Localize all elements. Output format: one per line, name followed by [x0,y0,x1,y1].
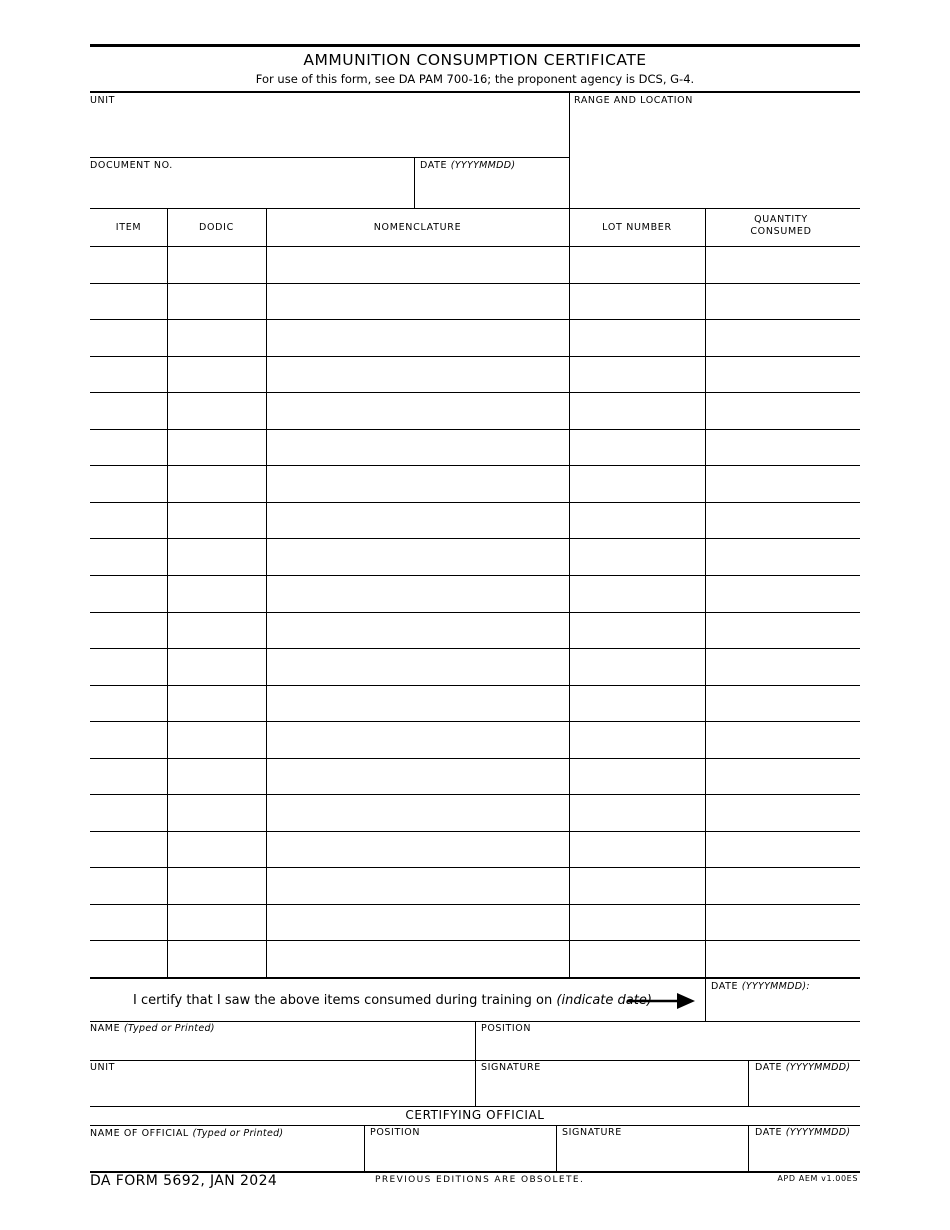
lot-number-cell[interactable] [571,868,704,904]
official-signature-label: SIGNATURE [562,1127,622,1138]
dodic-cell[interactable] [169,686,265,722]
dodic-cell[interactable] [169,576,265,612]
signature-label: SIGNATURE [481,1062,541,1073]
docno-divider [414,157,415,208]
cert-unit-input[interactable] [90,1075,473,1105]
cert-date-label: DATE (YYYYMMDD): [711,981,810,992]
nomenclature-cell[interactable] [268,905,568,941]
item-cell[interactable] [92,832,166,868]
nomenclature-cell[interactable] [268,393,568,429]
arrow-right-icon [627,991,697,1011]
lot-number-cell[interactable] [571,320,704,356]
lot-number-cell[interactable] [571,832,704,868]
table-row [90,722,860,758]
official-divider [364,1125,365,1171]
dodic-cell[interactable] [169,393,265,429]
lot-number-cell[interactable] [571,576,704,612]
col-nomenclature-header: NOMENCLATURE [373,222,462,233]
table-row [90,539,860,575]
nomenclature-cell[interactable] [268,576,568,612]
dodic-cell[interactable] [169,430,265,466]
nomenclature-cell[interactable] [268,284,568,320]
nomenclature-cell[interactable] [268,503,568,539]
obsolete-notice: PREVIOUS EDITIONS ARE OBSOLETE. [375,1175,585,1185]
dodic-cell[interactable] [169,868,265,904]
name-label: NAME (Typed or Printed) [90,1023,215,1034]
quantity-cell[interactable] [707,247,859,283]
dodic-cell[interactable] [169,320,265,356]
certifying-official-heading: CERTIFYING OFFICIAL [405,1108,545,1122]
official-position-label: POSITION [370,1127,421,1138]
cert-unit-label: UNIT [90,1062,116,1073]
quantity-cell[interactable] [707,576,859,612]
dodic-cell[interactable] [169,649,265,685]
document-number-input[interactable] [90,173,412,207]
table-row [90,686,860,722]
quantity-cell[interactable] [707,832,859,868]
lot-number-cell[interactable] [571,686,704,722]
quantity-cell[interactable] [707,320,859,356]
dodic-cell[interactable] [169,722,265,758]
lot-number-cell[interactable] [571,503,704,539]
official-signature-field[interactable] [559,1141,746,1170]
nomenclature-cell[interactable] [268,832,568,868]
col-quantity-header: QUANTITY CONSUMED [750,214,812,237]
table-row [90,284,860,320]
lot-number-cell[interactable] [571,649,704,685]
cert-name-divider [475,1021,476,1106]
table-row [90,393,860,429]
table-row [90,649,860,685]
table-row [90,430,860,466]
table-row [90,941,860,977]
item-cell[interactable] [92,320,166,356]
official-divider [748,1125,749,1171]
table-row [90,576,860,612]
quantity-cell[interactable] [707,759,859,795]
nomenclature-cell[interactable] [268,247,568,283]
sig-date-input[interactable] [751,1075,858,1105]
item-cell[interactable] [92,795,166,831]
quantity-cell[interactable] [707,649,859,685]
official-date-label: DATE (YYYYMMDD) [755,1127,851,1138]
quantity-cell[interactable] [707,905,859,941]
dodic-cell[interactable] [169,795,265,831]
item-cell[interactable] [92,430,166,466]
lot-number-cell[interactable] [571,466,704,502]
item-cell[interactable] [92,284,166,320]
unit-label: UNIT [90,95,116,106]
table-row [90,357,860,393]
nomenclature-cell[interactable] [268,320,568,356]
certification-statement: I certify that I saw the above items consumed during training on (indicate date) [133,993,652,1008]
nomenclature-cell[interactable] [268,686,568,722]
document-number-label: DOCUMENT NO. [90,160,173,171]
nomenclature-cell[interactable] [268,357,568,393]
item-cell[interactable] [92,905,166,941]
dodic-cell[interactable] [169,832,265,868]
nomenclature-cell[interactable] [268,759,568,795]
table-row [90,759,860,795]
header-rule [90,91,860,93]
date-input[interactable] [417,173,567,207]
table-top-rule [90,208,860,209]
item-cell[interactable] [92,686,166,722]
quantity-cell[interactable] [707,503,859,539]
nomenclature-cell[interactable] [268,539,568,575]
quantity-cell[interactable] [707,466,859,502]
official-name-input[interactable] [90,1141,362,1170]
nomenclature-cell[interactable] [268,649,568,685]
date-label: DATE (YYYYMMDD) [420,160,516,171]
name-input[interactable] [90,1036,473,1059]
official-date-input[interactable] [751,1141,858,1170]
lot-number-cell[interactable] [571,284,704,320]
item-cell[interactable] [92,539,166,575]
item-cell[interactable] [92,393,166,429]
unit-rule [90,157,569,158]
range-location-input[interactable] [572,108,860,207]
table-row [90,320,860,356]
lot-number-cell[interactable] [571,247,704,283]
position-label: POSITION [481,1023,532,1034]
quantity-cell[interactable] [707,430,859,466]
lot-number-cell[interactable] [571,357,704,393]
table-bottom-rule [90,977,860,979]
quantity-cell[interactable] [707,284,859,320]
dodic-cell[interactable] [169,905,265,941]
dodic-cell[interactable] [169,759,265,795]
quantity-cell[interactable] [707,795,859,831]
table-row [90,247,860,283]
table-row [90,868,860,904]
official-top-rule [90,1106,860,1107]
dodic-cell[interactable] [169,613,265,649]
dodic-cell[interactable] [169,466,265,502]
table-row [90,832,860,868]
quantity-cell[interactable] [707,686,859,722]
nomenclature-cell[interactable] [268,466,568,502]
dodic-cell[interactable] [169,941,265,977]
table-row [90,503,860,539]
col-lot-number-header: LOT NUMBER [602,222,672,233]
item-cell[interactable] [92,941,166,977]
header-divider [569,92,570,208]
form-title: AMMUNITION CONSUMPTION CERTIFICATE [303,51,647,69]
version-tag: APD AEM v1.00ES [777,1174,858,1183]
nomenclature-cell[interactable] [268,941,568,977]
quantity-cell[interactable] [707,357,859,393]
signature-field[interactable] [478,1075,746,1105]
col-dodic-header: DODIC [198,222,235,233]
quantity-cell[interactable] [707,868,859,904]
nomenclature-cell[interactable] [268,430,568,466]
lot-number-cell[interactable] [571,905,704,941]
official-position-input[interactable] [367,1141,554,1170]
lot-number-cell[interactable] [571,539,704,575]
nomenclature-cell[interactable] [268,795,568,831]
nomenclature-cell[interactable] [268,613,568,649]
nomenclature-cell[interactable] [268,722,568,758]
quantity-cell[interactable] [707,722,859,758]
lot-number-cell[interactable] [571,759,704,795]
dodic-cell[interactable] [169,357,265,393]
lot-number-cell[interactable] [571,795,704,831]
cert-date-input[interactable] [708,994,858,1020]
quantity-cell[interactable] [707,539,859,575]
dodic-cell[interactable] [169,247,265,283]
lot-number-cell[interactable] [571,941,704,977]
top-rule [90,44,860,47]
item-cell[interactable] [92,868,166,904]
item-cell[interactable] [92,576,166,612]
form-number: DA FORM 5692, JAN 2024 [90,1173,278,1189]
quantity-cell[interactable] [707,941,859,977]
item-cell[interactable] [92,613,166,649]
range-location-label: RANGE AND LOCATION [574,95,693,106]
table-row [90,466,860,502]
official-divider [556,1125,557,1171]
lot-number-cell[interactable] [571,613,704,649]
sig-date-divider [748,1060,749,1106]
item-cell[interactable] [92,503,166,539]
item-cell[interactable] [92,357,166,393]
item-cell[interactable] [92,759,166,795]
quantity-cell[interactable] [707,393,859,429]
table-row [90,905,860,941]
position-input[interactable] [478,1036,858,1059]
lot-number-cell[interactable] [571,393,704,429]
item-cell[interactable] [92,466,166,502]
col-item-header: ITEM [115,222,142,233]
unit-sig-rule [90,1060,860,1061]
table-row [90,613,860,649]
lot-number-cell[interactable] [571,722,704,758]
sig-date-label: DATE (YYYYMMDD) [755,1062,851,1073]
quantity-cell[interactable] [707,613,859,649]
official-name-label: NAME OF OFFICIAL (Typed or Printed) [90,1128,284,1139]
lot-number-cell[interactable] [571,430,704,466]
item-cell[interactable] [92,722,166,758]
unit-input[interactable] [90,108,568,156]
item-cell[interactable] [92,649,166,685]
nomenclature-cell[interactable] [268,868,568,904]
dodic-cell[interactable] [169,284,265,320]
cert-date-divider [705,978,706,1021]
table-row [90,795,860,831]
dodic-cell[interactable] [169,539,265,575]
form-subtitle: For use of this form, see DA PAM 700-16; the proponent agency is DCS, G-4. [255,72,695,86]
item-cell[interactable] [92,247,166,283]
official-rule [90,1125,860,1126]
dodic-cell[interactable] [169,503,265,539]
